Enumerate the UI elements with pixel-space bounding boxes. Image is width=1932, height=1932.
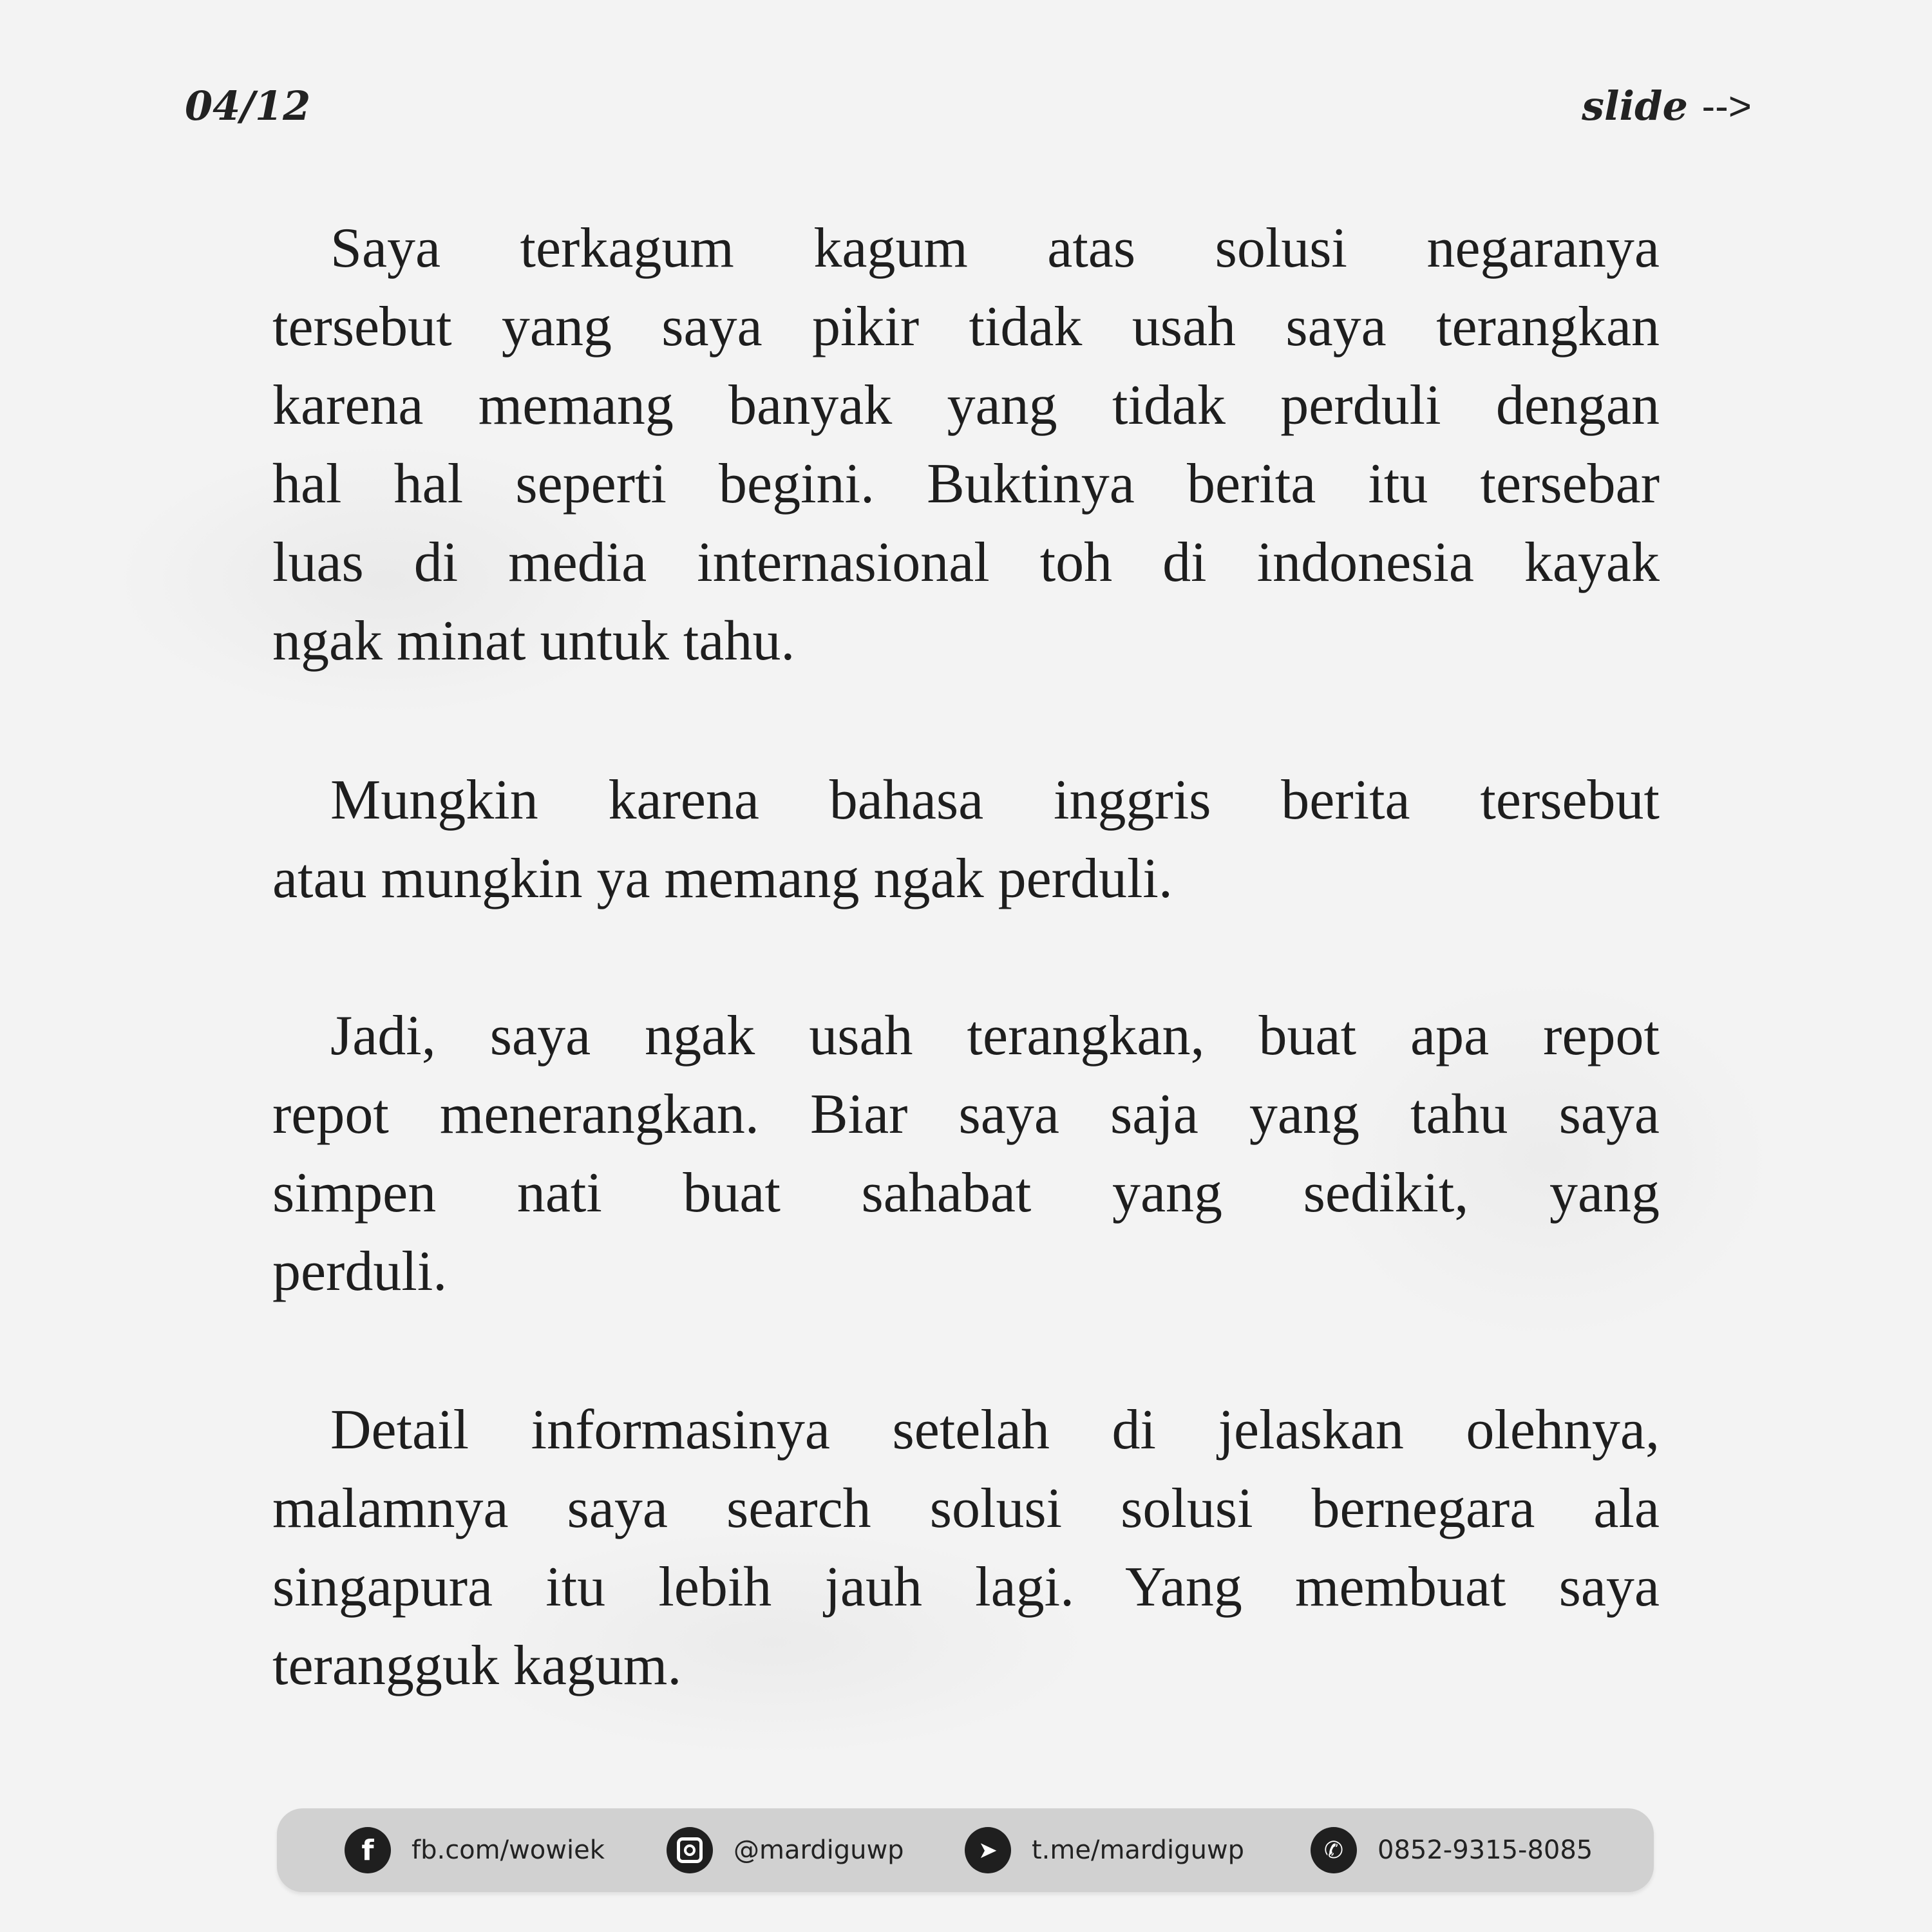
next-slide-hint [1582,82,1752,129]
paragraph [272,997,1660,1311]
instagram-icon [667,1827,713,1873]
whatsapp-text: 0852-9315-8085 [1378,1835,1593,1865]
paragraph-line: malamnya saya search solusi solusi bernegara ala [272,1477,1660,1540]
paragraph-line: atau mungkin ya memang ngak perduli. [272,848,1173,910]
paragraph [272,209,1660,681]
paragraph-line: karena memang banyak yang tidak perduli dengan [272,374,1660,437]
arrow-icon: --> [1701,84,1752,129]
instagram-link[interactable] [667,1808,904,1892]
whatsapp-link[interactable] [1311,1808,1593,1892]
telegram-icon: ➤ [965,1827,1011,1873]
paragraph-line: tersebut yang saya pikir tidak usah saya terangkan [272,296,1660,358]
paragraph-line: luas di media internasional toh di indonesia kayak [272,531,1660,594]
whatsapp-icon: ✆ [1311,1827,1357,1873]
paragraph [272,1391,1660,1705]
paragraph-line: singapura itu lebih jauh lagi. Yang membuat saya [272,1556,1660,1618]
facebook-icon: f [345,1827,391,1873]
paragraph-line: Detail informasinya setelah di jelaskan olehnya, [330,1399,1660,1461]
paragraph-line: perduli. [272,1240,448,1303]
paragraph-line: terangguk kagum. [272,1634,682,1697]
facebook-text: fb.com/wowiek [412,1835,605,1865]
telegram-text: t.me/mardiguwp [1032,1835,1245,1865]
paragraph-line: simpen nati buat sahabat yang sedikit, yang [272,1162,1660,1224]
instagram-text: @mardiguwp [734,1835,904,1865]
paragraph-line: ngak minat untuk tahu. [272,610,795,672]
paragraph [272,761,1660,918]
paragraph-line: repot menerangkan. Biar saya saja yang tahu saya [272,1083,1660,1146]
next-slide-label: slide [1582,82,1688,129]
page-number: 04/12 [185,82,311,129]
paragraph-line: Mungkin karena bahasa inggris berita tersebut [330,769,1660,831]
paragraph-line: hal hal seperti begini. Buktinya berita itu tersebar [272,453,1660,515]
social-footer [277,1808,1654,1892]
telegram-link[interactable] [965,1808,1244,1892]
paragraph-line: Saya terkagum kagum atas solusi negaranya [330,217,1660,279]
facebook-link[interactable] [345,1808,605,1892]
paragraph-line: Jadi, saya ngak usah terangkan, buat apa repot [330,1005,1660,1067]
